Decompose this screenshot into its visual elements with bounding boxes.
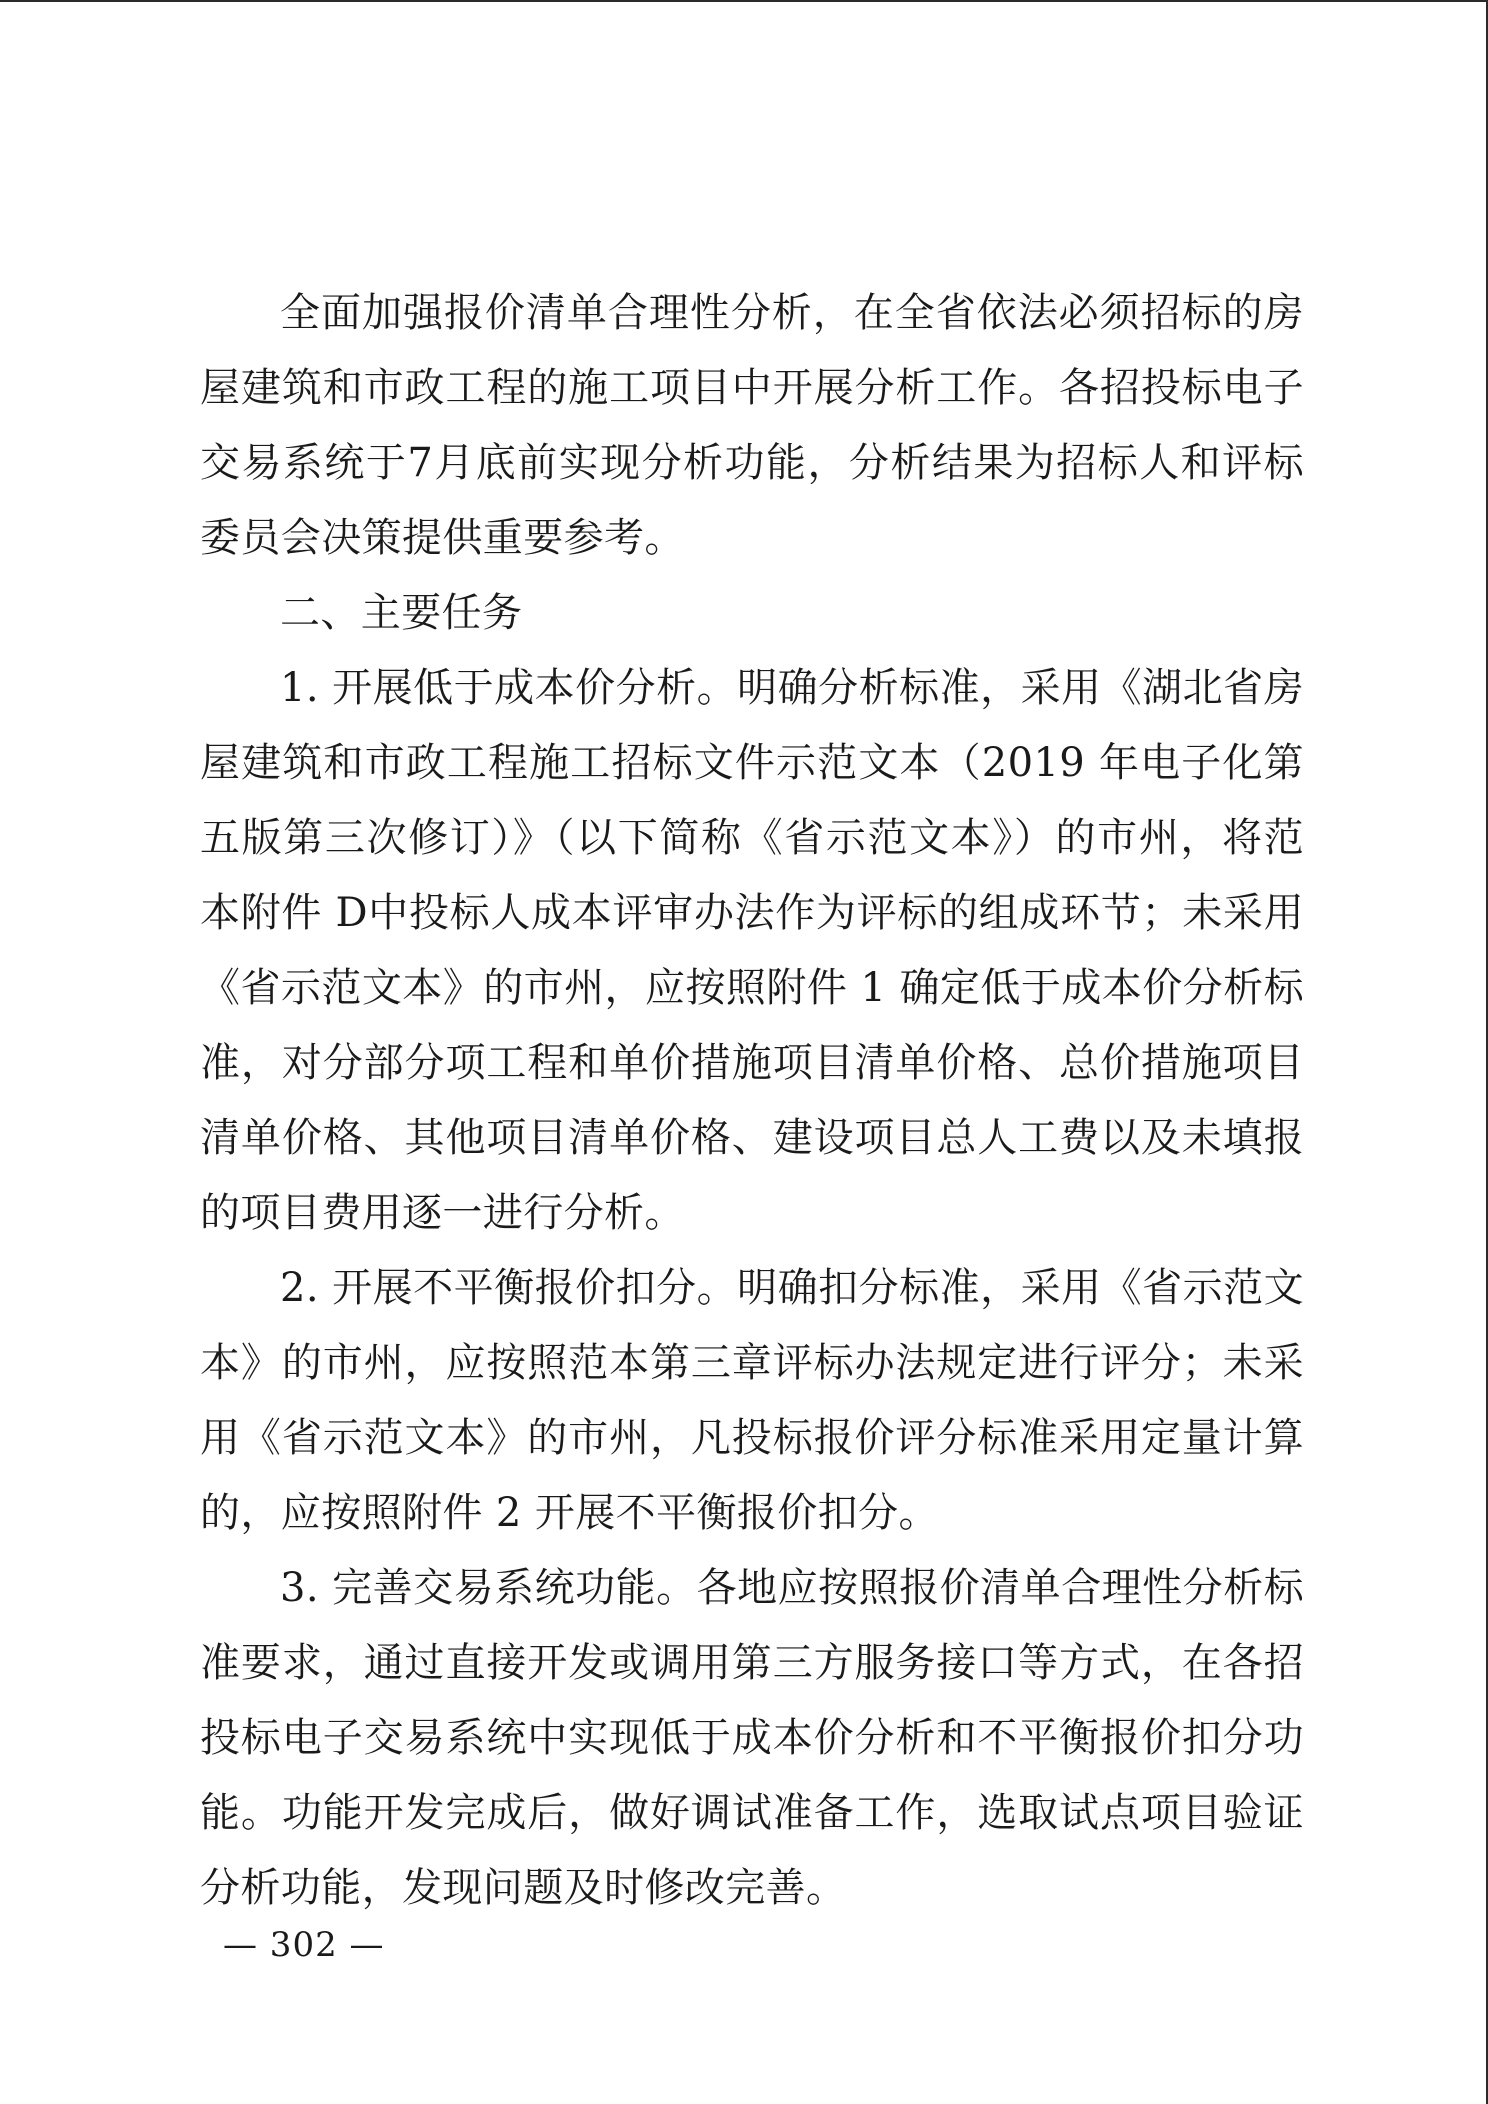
paragraph-task-1: 1. 开展低于成本价分析。明确分析标准，采用《湖北省房屋建筑和市政工程施工招标文件示范文本（2019 年电子化第五版第三次修订）》（以下简称《省示范文本》）的市州，将范本附件 D中投标人成本评审办法作为评标的组成环节；未采用《省示范文本》的市州，应按照附件 1 确定低于成本价分析标准，对分部分项工程和单价措施项目清单价格、总价措施项目清单价格、其他项目清单价格、建设项目总人工费以及未填报的项目费用逐一进行分析。 xyxy=(200,665,1304,1236)
paragraph-intro: 全面加强报价清单合理性分析，在全省依法必须招标的房屋建筑和市政工程的施工项目中开展分析工作。各招投标电子交易系统于7月底前实现分析功能，分析结果为招标人和评标委员会决策提供重要参考。 xyxy=(200,290,1304,561)
page-number: — 302 — xyxy=(223,1925,385,1965)
paragraph-task-2: 2. 开展不平衡报价扣分。明确扣分标准，采用《省示范文本》的市州，应按照范本第三章评标办法规定进行评分；未采用《省示范文本》的市州，凡投标报价评分标准采用定量计算的，应按照附件 2 开展不平衡报价扣分。 xyxy=(200,1265,1304,1536)
document-body xyxy=(200,276,1304,1926)
paragraph-task-3: 3. 完善交易系统功能。各地应按照报价清单合理性分析标准要求，通过直接开发或调用第三方服务接口等方式，在各招投标电子交易系统中实现低于成本价分析和不平衡报价扣分功能。功能开发完成后，做好调试准备工作，选取试点项目验证分析功能，发现问题及时修改完善。 xyxy=(200,1565,1304,1911)
section-heading-main-tasks: 二、主要任务 xyxy=(280,590,523,636)
page-top-border xyxy=(0,0,1488,2)
